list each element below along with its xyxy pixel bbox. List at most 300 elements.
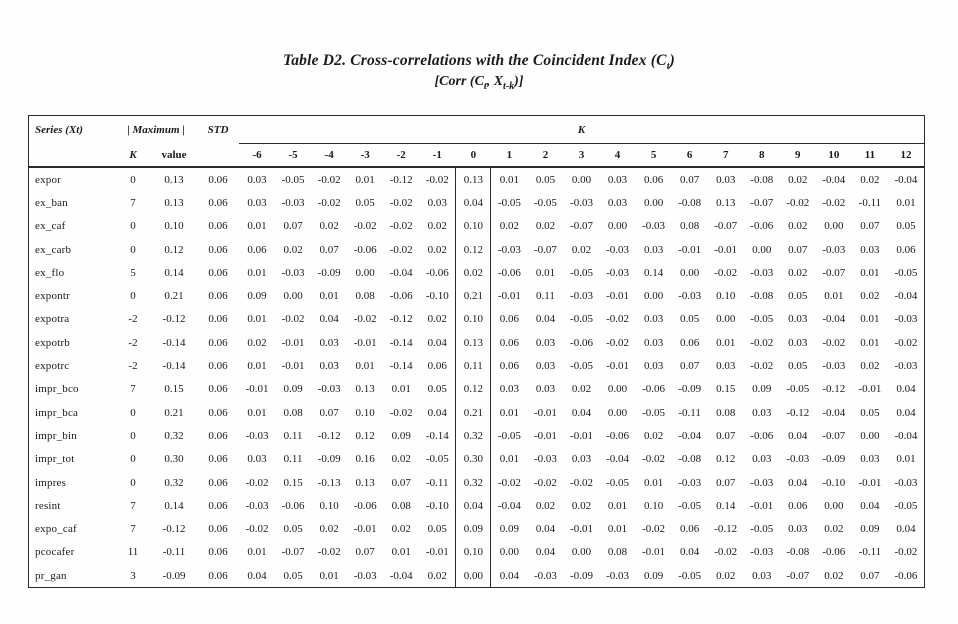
max-k-cell: -2 <box>128 336 138 349</box>
corr-cell: 0.01 <box>247 546 267 559</box>
max-k-subheader: K <box>129 148 137 161</box>
max-k-cell: 0 <box>130 429 136 442</box>
corr-cell: -0.03 <box>750 476 774 489</box>
corr-cell: 0.03 <box>535 360 556 373</box>
corr-cell: 0.01 <box>499 406 519 419</box>
corr-cell: 0.14 <box>716 499 736 512</box>
corr-cell: 0.02 <box>571 383 592 396</box>
corr-cell: -0.03 <box>606 243 629 256</box>
corr-cell: 0.00 <box>643 196 664 209</box>
corr-cell: -0.05 <box>894 266 918 279</box>
corr-cell: 0.07 <box>319 243 339 256</box>
corr-cell: 0.03 <box>247 453 267 466</box>
std-cell: 0.06 <box>208 290 228 303</box>
corr-cell: 0.05 <box>896 220 916 233</box>
corr-cell: 0.03 <box>752 569 772 582</box>
corr-cell: -0.07 <box>786 569 810 582</box>
corr-cell: -0.12 <box>389 173 413 186</box>
table-body <box>29 168 924 587</box>
corr-cell: -0.02 <box>353 220 377 233</box>
table-subtitle: [Corr ($C_t$, $X_{t-k}$)] <box>434 74 524 92</box>
corr-cell: 0.04 <box>535 546 556 559</box>
corr-cell: 0.00 <box>571 173 592 186</box>
corr-cell: -0.03 <box>281 266 305 279</box>
corr-cell: 0.06 <box>643 173 664 186</box>
corr-cell: 0.03 <box>788 313 808 326</box>
k-col-header: -5 <box>288 148 298 161</box>
k-col-header: 6 <box>686 148 693 161</box>
corr-cell: -0.02 <box>570 476 593 489</box>
table-row <box>29 564 924 587</box>
corr-cell: 0.05 <box>860 406 880 419</box>
table-row <box>29 517 924 540</box>
corr-cell: 0.01 <box>860 266 880 279</box>
corr-cell: -0.03 <box>678 476 702 489</box>
corr-cell: 0.04 <box>427 336 447 349</box>
table-row <box>29 378 924 401</box>
table-row <box>29 448 924 471</box>
std-cell: 0.06 <box>208 429 228 442</box>
table-row <box>29 401 924 424</box>
corr-cell: 0.05 <box>427 523 447 536</box>
series-name: expotrc <box>35 360 70 373</box>
corr-cell: 0.01 <box>391 546 411 559</box>
std-cell: 0.06 <box>208 546 228 559</box>
corr-cell: -0.12 <box>389 313 413 326</box>
k-col-header: 12 <box>900 148 912 161</box>
corr-cell: 0.13 <box>455 168 491 191</box>
series-name: impr_bco <box>35 383 79 396</box>
corr-cell: 0.10 <box>455 215 491 238</box>
corr-cell: 0.01 <box>247 360 267 373</box>
corr-cell: 0.03 <box>752 453 772 466</box>
std-cell: 0.06 <box>208 220 228 233</box>
corr-cell: 0.04 <box>455 191 491 214</box>
corr-cell: -0.07 <box>750 196 774 209</box>
series-name: ex_flo <box>35 266 65 279</box>
corr-cell: 0.04 <box>896 406 916 419</box>
series-name: pcocafer <box>35 546 75 559</box>
corr-cell: -0.02 <box>317 546 341 559</box>
corr-cell: 0.15 <box>716 383 736 396</box>
corr-cell: 0.08 <box>283 406 303 419</box>
corr-cell: 0.04 <box>455 494 491 517</box>
corr-cell: 0.02 <box>283 243 303 256</box>
corr-cell: -0.03 <box>822 360 846 373</box>
corr-cell: -0.02 <box>642 453 666 466</box>
corr-cell: 0.13 <box>355 383 375 396</box>
std-cell: 0.06 <box>208 196 228 209</box>
k-col-header: 5 <box>650 148 657 161</box>
corr-cell: 0.02 <box>247 336 267 349</box>
corr-cell: -0.02 <box>642 523 666 536</box>
corr-cell: 0.02 <box>455 261 491 284</box>
corr-cell: 0.09 <box>643 569 664 582</box>
corr-cell: -0.12 <box>714 523 738 536</box>
corr-cell: -0.02 <box>389 220 413 233</box>
corr-cell: 0.00 <box>824 220 844 233</box>
corr-cell: 0.02 <box>535 220 556 233</box>
corr-cell: 0.02 <box>788 173 808 186</box>
corr-cell: 0.02 <box>319 220 339 233</box>
corr-cell: -0.10 <box>425 290 449 303</box>
corr-cell: 0.07 <box>716 476 736 489</box>
corr-cell: -0.03 <box>606 569 629 582</box>
corr-cell: -0.03 <box>822 243 846 256</box>
corr-cell: 0.01 <box>319 290 339 303</box>
max-k-cell: -2 <box>128 360 138 373</box>
std-cell: 0.06 <box>208 499 228 512</box>
max-value-cell: 0.10 <box>164 220 184 233</box>
max-value-cell: 0.32 <box>164 429 184 442</box>
corr-cell: 0.03 <box>643 360 664 373</box>
series-name: resint <box>35 499 61 512</box>
corr-cell: 0.02 <box>824 523 844 536</box>
std-cell: 0.06 <box>208 476 228 489</box>
corr-cell: -0.01 <box>281 360 305 373</box>
corr-cell: -0.08 <box>678 453 702 466</box>
corr-cell: 0.12 <box>455 378 491 401</box>
maximum-column-header: | Maximum | <box>127 123 185 136</box>
corr-cell: -0.06 <box>822 546 846 559</box>
corr-cell: 0.12 <box>355 429 375 442</box>
max-value-cell: 0.14 <box>164 499 184 512</box>
corr-cell: 0.09 <box>283 383 303 396</box>
corr-cell: 0.02 <box>716 569 736 582</box>
max-value-cell: -0.09 <box>162 569 186 582</box>
corr-cell: -0.03 <box>497 243 521 256</box>
corr-cell: 0.00 <box>607 383 628 396</box>
k-col-header: 2 <box>542 148 549 161</box>
series-column-header: Series (Xt) <box>35 123 83 136</box>
corr-cell: -0.08 <box>678 196 702 209</box>
corr-cell: -0.09 <box>570 569 593 582</box>
corr-cell: -0.05 <box>678 499 702 512</box>
corr-cell: 0.03 <box>716 360 736 373</box>
corr-cell: 0.03 <box>319 336 339 349</box>
corr-cell: 0.14 <box>643 266 664 279</box>
corr-cell: 0.03 <box>788 523 808 536</box>
corr-cell: -0.01 <box>858 383 882 396</box>
corr-cell: 0.07 <box>860 569 880 582</box>
std-cell: 0.06 <box>208 453 228 466</box>
table-row <box>29 424 924 447</box>
corr-cell: 0.10 <box>319 499 339 512</box>
max-k-cell: 11 <box>127 546 139 559</box>
corr-cell: 0.01 <box>355 360 375 373</box>
max-k-cell: 0 <box>130 243 136 256</box>
corr-cell: 0.04 <box>896 383 916 396</box>
corr-cell: 0.02 <box>860 290 880 303</box>
corr-cell: -0.12 <box>317 429 341 442</box>
corr-cell: -0.06 <box>281 499 305 512</box>
k-col-header: -2 <box>396 148 406 161</box>
corr-cell: -0.03 <box>894 476 918 489</box>
corr-cell: 0.01 <box>355 173 375 186</box>
corr-cell: 0.02 <box>824 569 844 582</box>
corr-cell: -0.02 <box>786 196 810 209</box>
corr-cell: -0.03 <box>894 313 918 326</box>
corr-cell: 0.07 <box>860 220 880 233</box>
corr-cell: -0.06 <box>642 383 666 396</box>
corr-cell: -0.01 <box>606 290 629 303</box>
corr-cell: -0.05 <box>894 499 918 512</box>
corr-cell: 0.12 <box>455 238 491 261</box>
corr-cell: 0.01 <box>319 569 339 582</box>
corr-cell: -0.12 <box>786 406 810 419</box>
corr-cell: -0.01 <box>678 243 702 256</box>
corr-cell: 0.02 <box>427 243 447 256</box>
corr-cell: -0.04 <box>894 290 918 303</box>
corr-cell: -0.03 <box>533 569 557 582</box>
k-col-header: -3 <box>360 148 370 161</box>
series-name: impr_tot <box>35 453 75 466</box>
corr-cell: -0.02 <box>714 266 738 279</box>
corr-cell: 0.05 <box>680 313 700 326</box>
corr-cell: 0.08 <box>607 546 628 559</box>
k-col-header: -4 <box>324 148 334 161</box>
corr-cell: 0.04 <box>788 429 808 442</box>
table-row <box>29 215 924 238</box>
corr-cell: -0.01 <box>570 523 593 536</box>
corr-cell: -0.02 <box>353 313 377 326</box>
corr-cell: -0.02 <box>389 243 413 256</box>
corr-cell: -0.14 <box>389 336 413 349</box>
corr-cell: 0.00 <box>499 546 519 559</box>
corr-cell: 0.01 <box>716 336 736 349</box>
series-name: impr_bin <box>35 429 77 442</box>
corr-cell: -0.10 <box>822 476 846 489</box>
series-name: expontr <box>35 290 71 303</box>
corr-cell: 0.04 <box>319 313 339 326</box>
corr-cell: -0.01 <box>750 499 774 512</box>
corr-cell: -0.10 <box>425 499 449 512</box>
corr-cell: 0.07 <box>716 429 736 442</box>
table-row <box>29 284 924 307</box>
max-k-cell: 7 <box>130 523 136 536</box>
corr-cell: -0.02 <box>245 523 269 536</box>
corr-cell: 0.03 <box>571 453 592 466</box>
max-value-cell: -0.14 <box>162 336 186 349</box>
corr-cell: -0.05 <box>642 406 666 419</box>
k-col-header: 1 <box>506 148 513 161</box>
corr-cell: 0.03 <box>607 173 628 186</box>
corr-cell: -0.03 <box>353 569 377 582</box>
max-value-cell: 0.30 <box>164 453 184 466</box>
max-k-cell: 3 <box>130 569 136 582</box>
corr-cell: -0.05 <box>533 196 557 209</box>
corr-cell: 0.02 <box>571 243 592 256</box>
corr-cell: 0.16 <box>355 453 375 466</box>
corr-cell: 0.06 <box>499 336 519 349</box>
max-k-cell: 7 <box>130 196 136 209</box>
corr-cell: 0.01 <box>247 313 267 326</box>
max-value-cell: 0.13 <box>164 196 184 209</box>
corr-cell: 0.11 <box>536 290 555 303</box>
series-name: expor <box>35 173 62 186</box>
corr-cell: 0.10 <box>643 499 664 512</box>
corr-cell: 0.09 <box>391 429 411 442</box>
corr-cell: 0.02 <box>427 313 447 326</box>
corr-cell: -0.13 <box>317 476 341 489</box>
corr-cell: -0.11 <box>858 196 882 209</box>
corr-cell: 0.02 <box>427 569 447 582</box>
corr-cell: 0.07 <box>788 243 808 256</box>
std-cell: 0.06 <box>208 406 228 419</box>
corr-cell: 0.02 <box>860 173 880 186</box>
corr-cell: 0.03 <box>607 196 628 209</box>
max-value-cell: 0.14 <box>164 266 184 279</box>
corr-cell: -0.02 <box>389 196 413 209</box>
corr-cell: 0.09 <box>499 523 519 536</box>
corr-cell: -0.06 <box>606 429 629 442</box>
corr-cell: 0.07 <box>355 546 375 559</box>
corr-cell: -0.01 <box>570 429 593 442</box>
max-value-cell: -0.11 <box>162 546 186 559</box>
corr-cell: 0.05 <box>283 523 303 536</box>
corr-cell: 0.04 <box>499 569 519 582</box>
max-value-subheader: value <box>161 148 187 161</box>
corr-cell: 0.04 <box>571 406 592 419</box>
std-cell: 0.06 <box>208 313 228 326</box>
corr-cell: 0.09 <box>860 523 880 536</box>
corr-cell: 0.11 <box>455 354 491 377</box>
corr-cell: 0.01 <box>391 383 411 396</box>
corr-cell: -0.02 <box>389 406 413 419</box>
std-cell: 0.06 <box>208 266 228 279</box>
corr-cell: 0.06 <box>499 313 519 326</box>
corr-cell: 0.00 <box>860 429 880 442</box>
table-row <box>29 308 924 331</box>
corr-cell: 0.01 <box>499 173 519 186</box>
corr-cell: 0.02 <box>860 360 880 373</box>
corr-cell: -0.01 <box>353 523 377 536</box>
corr-cell: 0.09 <box>247 290 267 303</box>
corr-cell: 0.04 <box>535 523 556 536</box>
corr-cell: -0.08 <box>750 290 774 303</box>
max-k-cell: 5 <box>130 266 136 279</box>
corr-cell: 0.32 <box>455 471 491 494</box>
corr-cell: 0.07 <box>319 406 339 419</box>
corr-cell: -0.05 <box>750 523 774 536</box>
corr-cell: -0.06 <box>353 499 377 512</box>
corr-cell: 0.06 <box>499 360 519 373</box>
corr-cell: 0.04 <box>788 476 808 489</box>
corr-cell: 0.01 <box>896 453 916 466</box>
corr-cell: 0.13 <box>455 331 491 354</box>
corr-cell: -0.11 <box>678 406 701 419</box>
corr-cell: 0.06 <box>788 499 808 512</box>
corr-cell: -0.07 <box>714 220 738 233</box>
corr-cell: -0.07 <box>570 220 593 233</box>
corr-cell: -0.02 <box>533 476 557 489</box>
corr-cell: -0.03 <box>750 546 774 559</box>
std-cell: 0.06 <box>208 383 228 396</box>
std-cell: 0.06 <box>208 243 228 256</box>
corr-cell: 0.02 <box>788 266 808 279</box>
corr-cell: 0.06 <box>247 243 267 256</box>
corr-cell: -0.08 <box>786 546 810 559</box>
std-cell: 0.06 <box>208 523 228 536</box>
corr-cell: -0.06 <box>425 266 449 279</box>
corr-cell: 0.11 <box>283 429 303 442</box>
corr-cell: -0.05 <box>570 313 593 326</box>
corr-cell: -0.02 <box>894 546 918 559</box>
k-col-header: -1 <box>432 148 442 161</box>
corr-cell: 0.00 <box>824 499 844 512</box>
corr-cell: 0.06 <box>680 523 700 536</box>
corr-cell: 0.09 <box>455 517 491 540</box>
corr-cell: -0.03 <box>245 499 269 512</box>
corr-cell: -0.04 <box>606 453 629 466</box>
max-k-cell: 0 <box>130 406 136 419</box>
corr-cell: 0.32 <box>455 424 491 447</box>
corr-cell: -0.01 <box>714 243 738 256</box>
corr-cell: -0.04 <box>389 569 413 582</box>
corr-cell: -0.09 <box>678 383 702 396</box>
corr-cell: -0.14 <box>389 360 413 373</box>
table-row <box>29 238 924 261</box>
series-name: ex_ban <box>35 196 68 209</box>
corr-cell: -0.06 <box>353 243 377 256</box>
max-value-cell: 0.21 <box>164 406 184 419</box>
corr-cell: 0.03 <box>247 196 267 209</box>
corr-cell: -0.05 <box>497 429 521 442</box>
corr-cell: -0.01 <box>533 406 557 419</box>
max-k-cell: 0 <box>130 173 136 186</box>
corr-cell: -0.03 <box>317 383 341 396</box>
corr-cell: 0.05 <box>788 290 808 303</box>
corr-cell: 0.21 <box>455 284 491 307</box>
max-k-cell: 0 <box>130 220 136 233</box>
empty-header-cell <box>29 143 115 166</box>
corr-cell: -0.02 <box>281 313 305 326</box>
corr-cell: -0.04 <box>678 429 702 442</box>
corr-cell: -0.03 <box>642 220 666 233</box>
corr-cell: -0.07 <box>822 266 846 279</box>
corr-cell: -0.02 <box>750 336 774 349</box>
table-row <box>29 494 924 517</box>
corr-cell: 0.07 <box>680 360 700 373</box>
series-name: ex_caf <box>35 220 66 233</box>
corr-cell: -0.05 <box>678 569 702 582</box>
k-col-header: 11 <box>864 148 876 161</box>
corr-cell: -0.08 <box>750 173 774 186</box>
corr-cell: -0.04 <box>822 173 846 186</box>
max-value-cell: 0.12 <box>164 243 184 256</box>
corr-cell: -0.05 <box>570 266 593 279</box>
corr-cell: 0.00 <box>283 290 303 303</box>
corr-cell: -0.01 <box>533 429 557 442</box>
corr-cell: 0.03 <box>535 336 556 349</box>
corr-cell: 0.01 <box>824 290 844 303</box>
max-value-cell: -0.14 <box>162 360 186 373</box>
corr-cell: 0.05 <box>427 383 447 396</box>
k-col-header: 10 <box>828 148 840 161</box>
corr-cell: -0.06 <box>750 429 774 442</box>
corr-cell: 0.01 <box>860 336 880 349</box>
corr-cell: 0.02 <box>319 523 339 536</box>
corr-cell: -0.09 <box>317 266 341 279</box>
corr-cell: 0.05 <box>283 569 303 582</box>
corr-cell: -0.05 <box>425 453 449 466</box>
corr-cell: 0.03 <box>643 336 664 349</box>
corr-cell: -0.07 <box>281 546 305 559</box>
series-name: ex_carb <box>35 243 72 256</box>
corr-cell: -0.03 <box>533 453 557 466</box>
corr-cell: -0.09 <box>822 453 846 466</box>
k-col-header: 7 <box>722 148 729 161</box>
